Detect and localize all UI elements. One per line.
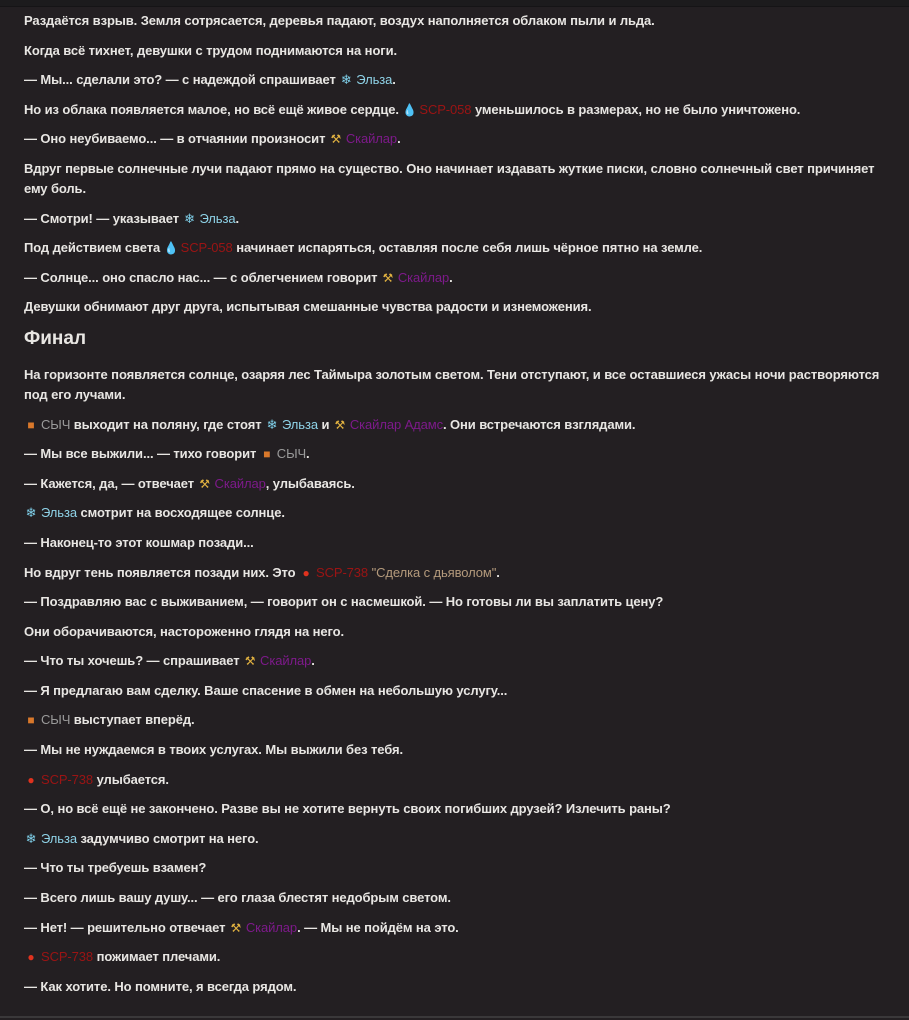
- snowflake-icon: ❄: [340, 72, 352, 88]
- paragraph: — Я предлагаю вам сделку. Ваше спасение в обмен на небольшую услугу...: [24, 682, 508, 698]
- paragraph: [24, 503, 894, 523]
- paragraph: — Что ты требуешь взамен?: [24, 860, 207, 876]
- character-skylar: Скайлар: [345, 131, 398, 147]
- tools-icon: ⚒: [244, 654, 256, 669]
- paragraph: [24, 129, 894, 149]
- bottom-divider: [0, 1016, 909, 1018]
- paragraph: Когда всё тихнет, девушки с трудом поднимаются на ноги.: [24, 42, 397, 58]
- paragraph: — Всего лишь вашу душу... — его глаза блестят недобрым светом.: [24, 890, 451, 906]
- paragraph: [24, 209, 894, 229]
- tools-icon: ⚒: [382, 270, 394, 285]
- paragraph: [24, 710, 894, 730]
- character-owl: СЫЧ: [41, 712, 71, 728]
- paragraph: [24, 563, 894, 583]
- character-scp-738: SCP-738: [41, 949, 94, 965]
- text: — Что ты хочешь? — спрашивает: [24, 653, 244, 669]
- text: .: [397, 131, 401, 147]
- paragraph: — О, но всё ещё не закончено. Разве вы не хотите вернуть своих погибших друзей? Излечить раны?: [24, 801, 671, 817]
- text: — Кажется, да, — отвечает: [24, 475, 198, 491]
- text: — Смотри! — указывает: [24, 210, 183, 226]
- paragraph: Вдруг первые солнечные лучи падают прямо на существо. Оно начинает издавать жуткие писки, словно солнечный свет причиняет ему боль.: [24, 160, 875, 196]
- text: — Мы все выжили... — тихо говорит: [24, 446, 260, 462]
- text: — Солнце... оно спасло нас... — с облегчением говорит: [24, 269, 381, 285]
- paragraph: [24, 70, 894, 90]
- character-elsa: Эльза: [41, 505, 77, 521]
- paragraph: — Как хотите. Но помните, я всегда рядом.: [24, 978, 297, 994]
- text: . Они встречаются взглядами.: [443, 416, 636, 432]
- character-elsa: Эльза: [199, 210, 236, 226]
- paragraph: [24, 770, 894, 790]
- paragraph: [24, 415, 894, 435]
- character-scp-058: SCP-058: [180, 240, 233, 256]
- owl-icon: ■: [263, 447, 271, 462]
- owl-icon: ■: [27, 713, 35, 728]
- text: .: [392, 72, 396, 88]
- paragraph: — Поздравляю вас с выживанием, — говорит он с насмешкой. — Но готовы ли вы заплатить цену?: [24, 594, 664, 610]
- character-elsa: Эльза: [356, 72, 393, 88]
- text: смотрит на восходящее солнце.: [76, 505, 285, 521]
- blood-drop-icon: 💧: [163, 241, 179, 256]
- text: начинает испаряться, оставляя после себя лишь чёрное пятно на земле.: [232, 240, 703, 256]
- paragraph: — Мы не нуждаемся в твоих услугах. Мы выжили без тебя.: [24, 742, 403, 758]
- paragraph: — Наконец-то этот кошмар позади...: [24, 534, 254, 550]
- tools-icon: ⚒: [334, 417, 346, 432]
- character-skylar: Скайлар Адамс: [349, 416, 444, 432]
- text: и: [317, 416, 333, 432]
- text: .: [449, 269, 453, 285]
- paragraph: [24, 238, 894, 258]
- character-skylar: Скайлар: [260, 653, 312, 669]
- text: . — Мы не пойдём на это.: [297, 919, 459, 935]
- devil-icon: ●: [27, 950, 35, 965]
- character-owl: СЫЧ: [276, 446, 307, 462]
- text: задумчиво смотрит на него.: [76, 830, 259, 846]
- paragraph: [24, 268, 894, 288]
- text: .: [311, 653, 315, 669]
- text: уменьшилось в размерах, но не было уничтожено.: [471, 101, 801, 117]
- paragraph: [24, 100, 894, 120]
- devil-icon: ●: [27, 772, 35, 787]
- character-elsa: Эльза: [281, 416, 318, 432]
- snowflake-icon: ❄: [184, 210, 195, 226]
- snowflake-icon: ❄: [266, 416, 278, 432]
- paragraph: [24, 651, 894, 671]
- paragraph: На горизонте появляется солнце, озаряя лес Таймыра золотым светом. Тени отступают, и все оставшиеся ужасы ночи растворяются под его лучами.: [24, 366, 880, 402]
- text: — Нет! — решительно отвечает: [24, 919, 229, 935]
- paragraph: [24, 829, 894, 849]
- paragraph: [24, 918, 894, 938]
- blood-drop-icon: 💧: [402, 102, 418, 117]
- character-scp-058: SCP-058: [419, 101, 472, 117]
- text: выступает вперёд.: [70, 712, 195, 728]
- tools-icon: ⚒: [230, 920, 242, 935]
- owl-icon: ■: [27, 417, 35, 432]
- section-heading-final: Финал: [24, 327, 87, 349]
- character-scp-738: SCP-738: [41, 771, 94, 787]
- text: улыбается.: [93, 771, 169, 787]
- devil-icon: ●: [302, 565, 310, 580]
- snowflake-icon: ❄: [25, 505, 37, 521]
- text: выходит на поляну, где стоят: [70, 416, 265, 432]
- text: .: [235, 210, 239, 226]
- text: Под действием света: [24, 240, 164, 256]
- text: .: [496, 564, 500, 580]
- character-scp-738: SCP-738: [316, 564, 369, 580]
- text: пожимает плечами.: [93, 949, 221, 965]
- tools-icon: ⚒: [199, 476, 210, 491]
- text: — Мы... сделали это? — с надеждой спрашивает: [24, 72, 340, 88]
- character-owl: СЫЧ: [41, 416, 71, 432]
- text: Но вдруг тень появляется позади них. Это: [24, 564, 300, 580]
- text: Но из облака появляется малое, но всё ещё живое сердце.: [24, 101, 403, 117]
- paragraph: [24, 474, 894, 494]
- message-content: [24, 11, 894, 1006]
- character-skylar: Скайлар: [214, 475, 266, 491]
- tools-icon: ⚒: [330, 132, 342, 147]
- scp-738-title: "Сделка с дьяволом": [371, 564, 497, 580]
- paragraph: [24, 947, 894, 967]
- paragraph: Девушки обнимают друг друга, испытывая смешанные чувства радости и изнеможения.: [24, 299, 592, 315]
- paragraph: Раздаётся взрыв. Земля сотрясается, деревья падают, воздух наполняется облаком пыли и льда.: [24, 13, 655, 28]
- paragraph: Они оборачиваются, настороженно глядя на него.: [24, 623, 344, 639]
- snowflake-icon: ❄: [25, 830, 37, 846]
- text: , улыбаваясь.: [265, 475, 355, 491]
- paragraph: [24, 444, 894, 464]
- character-elsa: Эльза: [41, 830, 77, 846]
- top-toolbar-edge: [0, 0, 909, 7]
- character-skylar: Скайлар: [397, 269, 450, 285]
- character-skylar: Скайлар: [245, 919, 298, 935]
- text: — Оно неубиваемо... — в отчаянии произносит: [24, 131, 329, 147]
- text: .: [306, 446, 310, 462]
